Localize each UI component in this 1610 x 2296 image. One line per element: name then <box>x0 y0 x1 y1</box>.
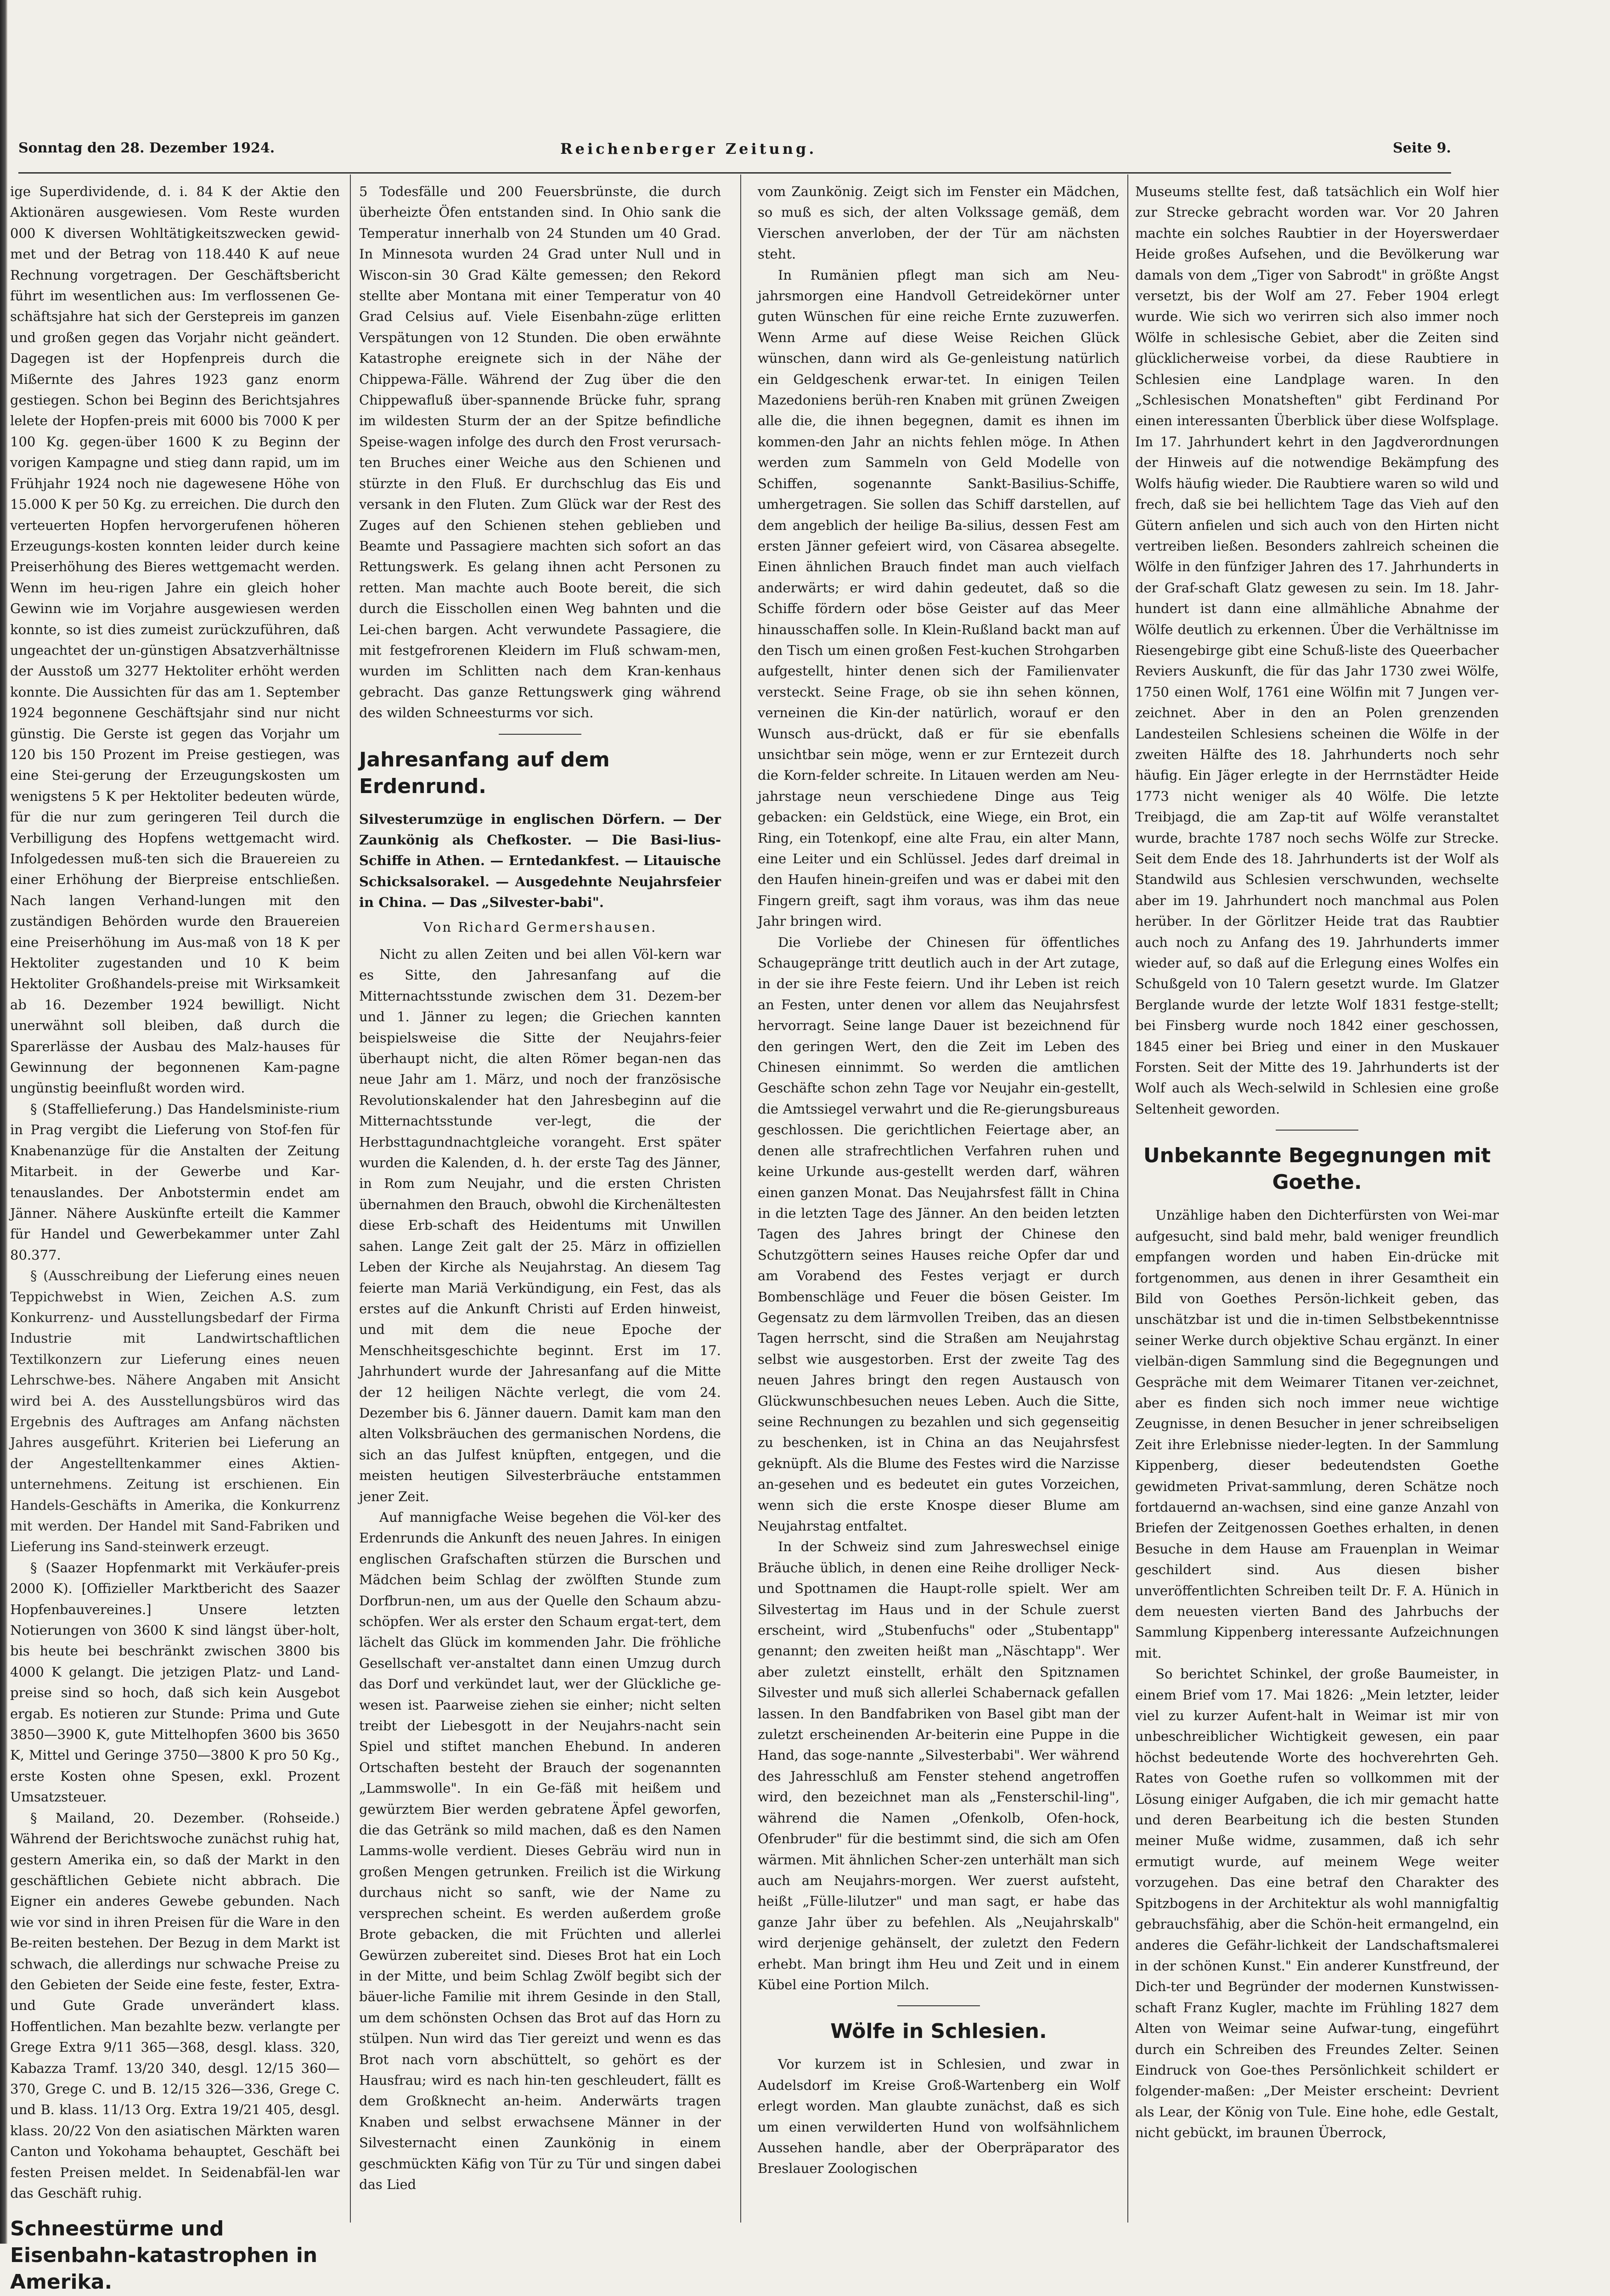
article-text: 5 Todesfälle und 200 Feuersbrünste, die durch überheizte Öfen entstanden sind. In Ohio sank die Temperatur innerhalb von 24 Stunden um 40 Grad. In Minnesota wurden 24 Grad unter Null und in Wiscon-sin 30 Grad Kälte gemessen; den Rekord stellte aber Montana mit einer Temperatur von 40 Grad Celsius auf. Viele Eisenbahn-züge erlitten Verspätungen von 12 Stunden. Die oben erwähnte Katastrophe ereignete sich in der Nähe der Chippewa-Fälle. Während der Zug über die den Chippewafluß über-spannende Brücke fuhr, sprang im wildesten Sturm der an der Spitze befindliche Speise-wagen infolge des durch den Frost verursach-ten Bruches einer Weiche aus den Schienen und stürzte in den Fluß. Er durchschlug das Eis und versank in den Fluten. Zum Glück war der Rest des Zuges auf den Schienen stehen geblieben und Beamte und Passagiere machten sich sofort an das Rettungswerk. Es gelang ihnen acht Personen zu retten. Man machte auch Boote bereit, die sich durch die Eisschollen einen Weg bahnten und die Lei-chen bargen. Acht verwundete Passagiere, die mit festgefrorenen Kleidern im Fluß schwam-men, wurden im Schlitten nach dem Kran-kenhaus gebracht. Das ganze Rettungswerk ging während des wilden Schneesturms vor sich. <box>359 184 721 721</box>
masthead: Reichenberger Zeitung. <box>560 140 817 158</box>
article-text: Nicht zu allen Zeiten und bei allen Völ-kern war es Sitte, den Jahresanfang auf die Mitternachtsstunde zwischen dem 31. Dezem-ber und 1. Jänner zu legen; die Griechen kannten beispielsweise die Sitte der Neujahrs-feier überhaupt nicht, die alten Römer began-nen das neue Jahr am 1. März, und noch der französische Revolutionskalender hat den Jahresbeginn auf die Mitternachtsstunde ver-legt, die der Herbsttagundnachtgleiche vorangeht. Erst später wurden die Kalenden, d. h. der erste Tag des Jänner, in Rom zum Neujahr, und die ersten Christen übernahmen den Brauch, obwohl die Kirchenältesten diese Erb-schaft des Heidentums mit Unwillen sahen. Lange Zeit galt der 25. März in offiziellen Leben der Kirche als Neujahrstag. An diesem Tag feierte man Mariä Verkündigung, ein Fest, das als erstes auf die Ankunft Christi auf Erden hinweist, und mit dem die neue Epoche der Menschheitsgeschichte beginnt. Erst im 17. Jahrhundert wurde der Jahresanfang auf die Mitte der 12 heiligen Nächte verlegt, die vom 24. Dezember bis 6. Jänner dauern. Damit kam man den alten Volksbräuchen des germanischen Nordens, die sich an das Julfest knüpften, entgegen, und die meisten heutigen Silvesterbräuche entstammen jener Zeit. <box>359 946 721 1504</box>
article-text: § (Saazer Hopfenmarkt mit Verkäufer-preis 2000 K). [Offizieller Marktbericht des Saazer Hopfenbauvereines.] Unsere letzten Notierungen von 3600 K sind längst über-holt, bis heute bei beschränkt zwischen 3800 bis 4000 K gelangt. Die jetzigen Platz- und Land-preise sind so hoch, daß sich kein Ausgebot ergab. Es notieren zur Stunde: Prima und Gute 3850—3900 K, gute Mittelhopfen 3600 bis 3650 K, Mittel und Geringe 3750—3800 K pro 50 Kg., erste Kosten ohne Spesen, exkl. Prozent Umsatzsteuer. <box>10 1559 340 1805</box>
article-separator <box>1276 1130 1358 1131</box>
article-text: In Rumänien pflegt man sich am Neu-jahrsmorgen eine Handvoll Getreidekörner unter guten Wünschen für eine reiche Ernte zuzuwerfen. Wenn Arme auf diese Weise Reichen Glück wünschen, dann wird als Ge-genleistung natürlich ein Geldgeschenk erwar-tet. In einigen Teilen Mazedoniens berüh-ren Knaben mit grünen Zweigen alle die, die ihnen begegnen, damit es ihnen im kommen-den Jahr an nichts fehlen möge. In Athen werden zum Sammeln von Geld Modelle von Schiffen, sogenannte Sankt-Basilius-Schiffe, umhergetragen. Sie sollen das Schiff darstellen, auf dem angeblich der heilige Ba-silius, dessen Fest am ersten Jänner gefeiert wird, von Cäsarea absegelte. Einen ähnlichen Brauch findet man auch vielfach anderwärts; er wird dahin gedeutet, daß so die Schiffe fördern oder böse Geister auf das Meer hinausschaffen solle. In Klein-Rußland backt man auf den Tisch um einen großen Fest-kuchen Strohgarben aufgestellt, hinter denen sich der Familienvater versteckt. Seine Frage, ob sie ihn sehen können, verneinen die Kin-der natürlich, worauf er den Wunsch aus-drückt, daß er für sie ebenfalls unsichtbar sein möge, wenn er zur Erntezeit durch die Korn-felder schreite. In Litauen werden am Neu-jahrstage neun verschiedene Dinge aus Teig gebacken: ein Geldstück, eine Wiege, ein Brot, ein Ring, ein Totenkopf, eine alte Frau, ein alter Mann, eine Leiter und ein Schlüssel. Jedes darf dreimal in den Haufen hinein-greifen und was er dabei mit den Fingern greift, sagt ihm voraus, was ihm das neue Jahr bringen wird. <box>758 267 1120 929</box>
column-1 <box>10 181 340 2294</box>
page-header <box>18 140 1451 163</box>
article-text: So berichtet Schinkel, der große Baumeister, in einem Brief vom 17. Mai 1826: „Mein letzter, leider viel zu kurzer Aufent-halt in Weimar ist mir von unbeschreiblicher Wichtigkeit gewesen, ein paar höchst bedeutende Worte des hochverehrten Geh. Rates von Goethe rufen so vollkommen mit der Lösung einiger Aufgaben, die ich mir gemacht hatte und deren Bearbeitung ich die besten Stunden meiner Muße widme, zusammen, daß ich sehr ermutigt wurde, auf meinem Wege weiter vorzugehen. Das eine betraf den Charakter des Spitzbogens in der Architektur als wohl mannigfaltig gebrauchsfähig, aber die Schön-heit ermangelnd, ein anderes die Gefähr-lichkeit der Landschaftsmalerei in der schönen Kunst." Ein anderer Kunstfreund, der Dich-ter und Begründer der modernen Kunstwissen-schaft Franz Kugler, machte im Frühling 1827 dem Alten von Weimar seine Aufwar-tung, eingeführt durch ein Schreiben des Freundes Zelter. Seinen Eindruck von Goe-thes Persönlichkeit schildert er folgender-maßen: „Der Meister erscheint: Devrient als Lear, der König von Tule. Eine hohe, edle Gestalt, nicht gebückt, im braunen Überrock, <box>1135 1666 1499 2141</box>
article-text: vom Zaunkönig. Zeigt sich im Fenster ein Mädchen, so muß es sich, der alten Volkssage gemäß, dem Vierschen anverloben, der der Tür am nächsten steht. <box>758 184 1120 262</box>
article-text: ige Superdividende, d. i. 84 K der Aktie den Aktionären ausgewiesen. Vom Reste wurden 000 K diversen Wohltätigkeitszwecken gewid-met und der Betrag von 118.440 K auf neue Rechnung vorgetragen. Der Geschäftsbericht führt im wesentlichen aus: Im verflossenen Ge-schäftsjahre hat sich der Gerstepreis im ganzen und großen gegen das Vorjahr nicht geändert. Dagegen ist der Hopfenpreis durch die Mißernte des Jahres 1923 ganz enorm gestiegen. Schon bei Beginn des Berichtsjahres lelete der Hopfen-preis mit 6000 bis 7000 K per 100 Kg. gegen-über 1600 K zu Beginn der vorigen Kampagne und stieg dann rapid, um im Frühjahr 1924 noch nie dagewesene Höhe von 15.000 K per 50 Kg. zu erreichen. Die durch den verteuerten Hopfen hervorgerufenen höheren Erzeugungs-kosten konnten leider durch keine Preiserhöhung des Bieres wettgemacht werden. Wenn im heu-rigen Jahre ein gleich hoher Gewinn wie im Vorjahre ausgewiesen werden konnte, so ist dies zumeist zurückzuführen, daß ungeachtet der un-günstigen Absatzverhältnisse der Ausstoß um 3277 Hektoliter erhöht werden konnte. Die Aussichten für das am 1. September 1924 begonnene Geschäftsjahr sind nur nicht günstig. Die Gerste ist gegen das Vorjahr um 120 bis 150 Prozent im Preise gestiegen, was eine Stei-gerung der Erzeugungskosten um wenigstens 5 K per Hektoliter bedeuten würde, für die nur zum geringeren Teil durch die Verbilligung des Hopfens wettgemacht wird. Infolgedessen muß-ten sich die Brauereien zu einer Erhöhung der Bierpreise entschließen. Nach langen Verhand-lungen mit den zuständigen Behörden wurde den Brauereien eine Preiserhöhung im Aus-maß von 18 K per Hektoliter zugestanden und 10 K beim Hektoliter Großhandels-preise mit Wirksamkeit ab 16. Dezember 1924 bewilligt. Nicht unerwähnt soll bleiben, daß durch die Sparerlässe der Ausbau des Malz-hauses für Gewinnung der begonnenen Kam-pagne ungünstig beeinflußt worden wird. <box>10 184 340 1096</box>
article-headline: Wölfe in Schlesien. <box>830 2020 1047 2043</box>
article-separator <box>499 734 581 735</box>
article-subheadline: Silvesterumzüge in englischen Dörfern. — Der Zaunkönig als Chefkoster. — Die Basi-lius-Schiffe in Athen. — Erntedankfest. — Litauische Schicksalsorakel. — Ausgedehnte Neujahrsfeier in China. — Das „Silvester-babi". <box>359 811 721 911</box>
column-divider <box>740 174 741 2223</box>
article-text: In der Schweiz sind zum Jahreswechsel einige Bräuche üblich, in denen eine Reihe drolliger Neck- und Spottnamen die Haupt-rolle spielt. Wer am Silvestertag im Haus und in der Schule zuerst erscheint, wird „Stubenfuchs" oder „Stubentapp" genannt; den zweiten heißt man „Näschtapp". Wer aber zuletzt einstellt, erhält den Spitznamen Silvester und muß sich allerlei Schabernack gefallen lassen. In den Bandfabriken von Basel gibt man der zuletzt erscheinenden Ar-beiterin eine Puppe in die Hand, das soge-nannte „Silvesterbabi". Wer während des Jahresschluß am Fenster stehend angetroffen wird, den bezeichnet man als „Fensterschil-ling", während die Namen „Ofenkolb, Ofen-hock, Ofenbruder" für die bestimmt sind, die sich am Ofen wärmen. Mit ähnlichen Scher-zen unterhält man sich auch am Neujahrs-morgen. Wer zuerst aufsteht, heißt „Fülle-lilutzer" und man sagt, er habe das ganze Jahr über zu befehlen. Als „Neujahrskalb" wird derjenige gehänselt, der zuletzt den Federn erhebt. Man bringt ihm Heu und Zeit und in einem Kübel eine Portion Milch. <box>758 1539 1120 1992</box>
article-text: § (Ausschreibung der Lieferung eines neuen Teppichwebst in Wien, Zeichen A.S. zum Konkurrenz- und Ausstellungsbedarf der Firma Industrie mit Landwirtschaftlichen Textilkonzern zur Lieferung eines neuen Lehrschwe-bes. Nähere Angaben mit Ansicht wird bei A. des Ausstellungsbüros wird das Ergebnis des Auftrages am Anfang nächsten Jahres ausgeführt. Kriterien bei Lieferung an der Angestelltenkammer eines Aktien-unternehmens. Zeitung ist erschienen. Ein Handels-Geschäfts in Amerika, die Konkurrenz mit werden. Der Handel mit Sand-Fabriken und Lieferung ins Sand-steinwerk erzeugt. <box>10 1268 340 1555</box>
column-2 <box>359 181 721 2220</box>
article-text: § (Staffellieferung.) Das Handelsministe-rium in Prag vergibt die Lieferung von Stof-fen für Knabenanzüge für die Anstalten der Zeitung Mitarbeit. in der Gewerbe und Kar-tenauslandes. Der Anbotstermin endet am Jänner. Nähere Auskünfte erteilt die Kammer für Handel und Gewerbekammer unter Zahl 80.377. <box>10 1101 340 1263</box>
article-text: Vor kurzem ist in Schlesien, und zwar in Audelsdorf im Kreise Groß-Wartenberg ein Wolf erlegt worden. Man glaubte zunächst, daß es sich um einen verwilderten Hund von wolfsähnlichem Aussehen handle, aber der Oberpräparator des Breslauer Zoologischen <box>758 2056 1120 2177</box>
column-3 <box>758 181 1120 2220</box>
column-4 <box>1135 181 1499 2220</box>
article-headline: Jahresanfang auf dem Erdenrund. <box>359 748 610 798</box>
byline: Von Richard Germershausen. <box>423 919 657 935</box>
article-separator <box>897 2005 980 2006</box>
page-edge-shadow <box>0 0 7 2244</box>
header-date: Sonntag den 28. Dezember 1924. <box>18 140 275 156</box>
article-text: Museums stellte fest, daß tatsächlich ein Wolf hier zur Strecke gebracht worden war. Vor 20 Jahren machte ein solches Raubtier in der Hoyerswerdaer Heide großes Aufsehen, und die Bevölkerung war damals von dem „Tiger von Sabrodt" in größte Angst versetzt, bis der Wolf am 27. Feber 1904 erlegt wurde. Wie sich wo verirren sich also immer noch Wölfe in schlesische Gebiet, aber die Zeiten sind glücklicherweise vorbei, da diese Raubtiere in Schlesien eine Landplage waren. In den „Schlesischen Monatsheften" gibt Ferdinand Por einen interessanten Überblick über diese Wolfsplage. Im 17. Jahrhundert kehrt in den Jagdverordnungen der Hinweis auf die notwendige Bekämpfung des Wolfs häufig wieder. Die Raubtiere waren so wild und frech, daß sie bei hellichtem Tage das Vieh auf den Gütern anfielen und sich auch von den Hirten nicht vertreiben ließen. Besonders zahlreich scheinen die Wölfe in den fünfziger Jahren des 17. Jahrhunderts in der Graf-schaft Glatz gewesen zu sein. Im 18. Jahr-hundert ist dann eine allmähliche Abnahme der Wölfe deutlich zu erkennen. Über die Verhältnisse im Riesengebirge gibt eine Schuß-liste des Queerbacher Reviers Auskunft, die für das Jahr 1730 zwei Wölfe, 1750 einen Wolf, 1761 eine Wölfin mit 7 Jungen ver-zeichnet. Aber in den an Polen grenzenden Landesteilen Schlesiens scheinen die Wölfe in der zweiten Hälfte des 18. Jahrhunderts noch sehr häufig. Ein Jäger erlegte in der Herrnstädter Heide 1773 nicht weniger als 40 Wölfe. Die letzte Treibjagd, die am Zap-tit auf Wölfe veranstaltet wurde, brachte 1787 noch sechs Wölfe zur Strecke. Seit dem Ende des 18. Jahrhunderts ist der Wolf als Standwild aus Schlesien verschwunden, wechselte aber im 19. Jahrhundert noch manchmal aus Polen herüber. In der Görlitzer Heide trat das Raubtier auch noch zu Anfang des 19. Jahrhunderts immer wieder auf, so daß auf die Erlegung eines Wolfes ein Schußgeld von 10 Talern gesetzt wurde. Im Glatzer Berglande wurde der letzte Wolf 1831 festge-stellt; bei Finsberg wurde noch 1842 einer geschossen, 1845 einer bei Brieg und einer in den Muskauer Forsten. Seit der Mitte des 19. Jahrhunderts ist der Wolf auch als Wech-selwild in Schlesien eine große Seltenheit geworden. <box>1135 184 1499 1117</box>
header-rule <box>18 172 1451 174</box>
page-number: Seite 9. <box>1393 140 1451 156</box>
article-text: Die Vorliebe der Chinesen für öffentliches Schaugepränge tritt deutlich auch in der Art zutage, in der sie ihre Feste feiern. Und ihr Leben ist reich an Festen, unter denen vor allem das Neujahrsfest hervorragt. Seine lange Dauer ist bezeichnend für den geringen Wert, den die Zeit im Leben des Chinesen einnimmt. So werden die amtlichen Geschäfte schon zehn Tage vor Neujahr ein-gestellt, die Amtssiegel verwahrt und die Re-gierungsbureaus geschlossen. Die gerichtlichen Feiertage aber, an denen alle strafrechtlichen Verfahren ruhen und keine Urkunde aus-gestellt werden darf, währen einen ganzen Monat. Das Neujahrsfest fällt in China in die letzten Tage des Jänner. An den beiden letzten Tagen des Jahres bringt der Chinese den Schutzgöttern seines Hauses reiche Opfer dar und am Vorabend des Festes verjagt er durch Bombenschläge und Feuer die bösen Geister. Im Gegensatz zu dem lärmvollen Treiben, das an diesen Tagen herrscht, sind die Straßen am Neujahrstag selbst wie ausgestorben. Erst der zweite Tag des neuen Jahres bringt den regen Austausch von Glückwunschbesuchen neues Leben. Auch die Sitte, seine Rechnungen zu bezahlen und sich gegenseitig zu beschenken, ist in China an das Neujahrsfest geknüpft. Als die Blume des Festes wird die Narzisse an-gesehen und es bedeutet ein gutes Vorzeichen, wenn sich die erste Knospe dieser Blume am Neujahrstag entfaltet. <box>758 934 1120 1534</box>
article-headline: Unbekannte Begegnungen mit Goethe. <box>1143 1144 1491 1194</box>
article-text: Auf mannigfache Weise begehen die Völ-ker des Erdenrunds die Ankunft des neuen Jahres. In einigen englischen Grafschaften stürzen die Burschen und Mädchen beim Schlag der zwölften Stunde zum Dorfbrun-nen, um aus der Quelle den Schaum abzu-schöpfen. Wer als erster den Schaum ergat-tert, dem lächelt das Glück im kommenden Jahr. Die fröhliche Gesellschaft ver-anstaltet dann einen Umzug durch das Dorf und verkündet laut, wer der Glückliche ge-wesen ist. Paarweise ziehen sie einher; nicht selten treibt der Liebesgott in der Neujahrs-nacht sein Spiel und stiftet manchen Ehebund. In anderen Ortschaften besteht der Brauch der sogenannten „Lammswolle". In ein Ge-fäß mit heißem und gewürztem Bier werden gebratene Äpfel geworfen, die das Getränk so mild machen, daß es den Namen Lamms-wolle verdient. Dieses Gebräu wird nun in großen Mengen getrunken. Freilich ist die Wirkung durchaus nicht so sanft, wie der Name zu versprechen scheint. Es werden außerdem große Brote gebacken, die mit Früchten und allerlei Gewürzen zubereitet sind. Dieses Brot hat ein Loch in der Mitte, und beim Schlag Zwölf begibt sich der bäuer-liche Familie mit ihrem Gesinde in den Stall, um dem schönsten Ochsen das Brot auf das Horn zu stülpen. Nun wird das Tier gereizt und wenn es das Brot nach vorn abschüttelt, so gehört es der Hausfrau; wird es nach hin-ten geschleudert, fällt es dem Großknecht an-heim. Anderwärts tragen Knaben und selbst erwachsene Männer in der Silvesternacht einen Zaunkönig in einem geschmückten Käfig von Tür zu Tür und singen dabei das Lied <box>359 1509 721 2192</box>
column-divider <box>1127 174 1128 2223</box>
article-text: § Mailand, 20. Dezember. (Rohseide.) Während der Berichtswoche zunächst ruhig hat, gestern Amerika ein, so daß der Markt in den geschäftlichen Gebiete nicht abbrach. Die Eigner ein anderes Gewebe gebunden. Nach wie vor sind in ihren Preisen für die Ware in den Be-reiten bestehen. Der Bezug in dem Markt ist schwach, die allerdings nur schwache Preise zu den Gebieten der Seide eine feste, fester, Extra- und Gute Grade unverändert klass. Hoffentlichen. Man bezahlte bezw. verlangte per Grege Extra 9/11 365—368, desgl. klass. 320, Kabazza Tramf. 13/20 340, desgl. 12/15 360—370, Grege C. und B. 12/15 326—336, Grege C. und B. klass. 11/13 Org. Extra 19/21 405, desgl. klass. 20/22 Von den asiatischen Märkten waren Canton und Yokohama behauptet, Geschäft bei festen Preisen meldet. In Seidenabfäl-len war das Geschäft ruhig. <box>10 1810 340 2201</box>
article-headline: Schneestürme und Eisenbahn-katastrophen in Amerika. <box>10 2217 318 2294</box>
article-text: Unzählige haben den Dichterfürsten von Wei-mar aufgesucht, sind bald mehr, bald weniger freundlich empfangen worden und haben Ein-drücke mit fortgenommen, aus denen in ihrer Gesamtheit ein Bild von Goethes Persön-lichkeit geben, das unschätzbar ist und die in-timen Selbstbekenntnisse seiner Werke durch objektive Schau ergänzt. In einer vielbän-digen Sammlung sind die Begegnungen und Gespräche mit dem Weimarer Titanen ver-zeichnet, aber es finden sich noch immer neue wichtige Zeugnisse, in denen Besucher in jener schreibseligen Zeit ihre Erlebnisse nieder-legten. In der Sammlung Kippenberg, dieser bedeutendsten Goethe gewidmeten Privat-sammlung, deren Schätze noch fortdauernd an-wachsen, sind eine ganze Anzahl von Briefen der Zeitgenossen Goethes erhalten, in denen Besuche in dem Hause am Frauenplan in Weimar geschildert sind. Aus diesen bisher unveröffentlichten Schreiben teilt Dr. F. A. Hünich in dem neuesten vierten Band des Jahrbuchs der Sammlung Kippenberg interessante Aufzeichnungen mit. <box>1135 1207 1499 1661</box>
column-divider <box>350 174 351 2223</box>
